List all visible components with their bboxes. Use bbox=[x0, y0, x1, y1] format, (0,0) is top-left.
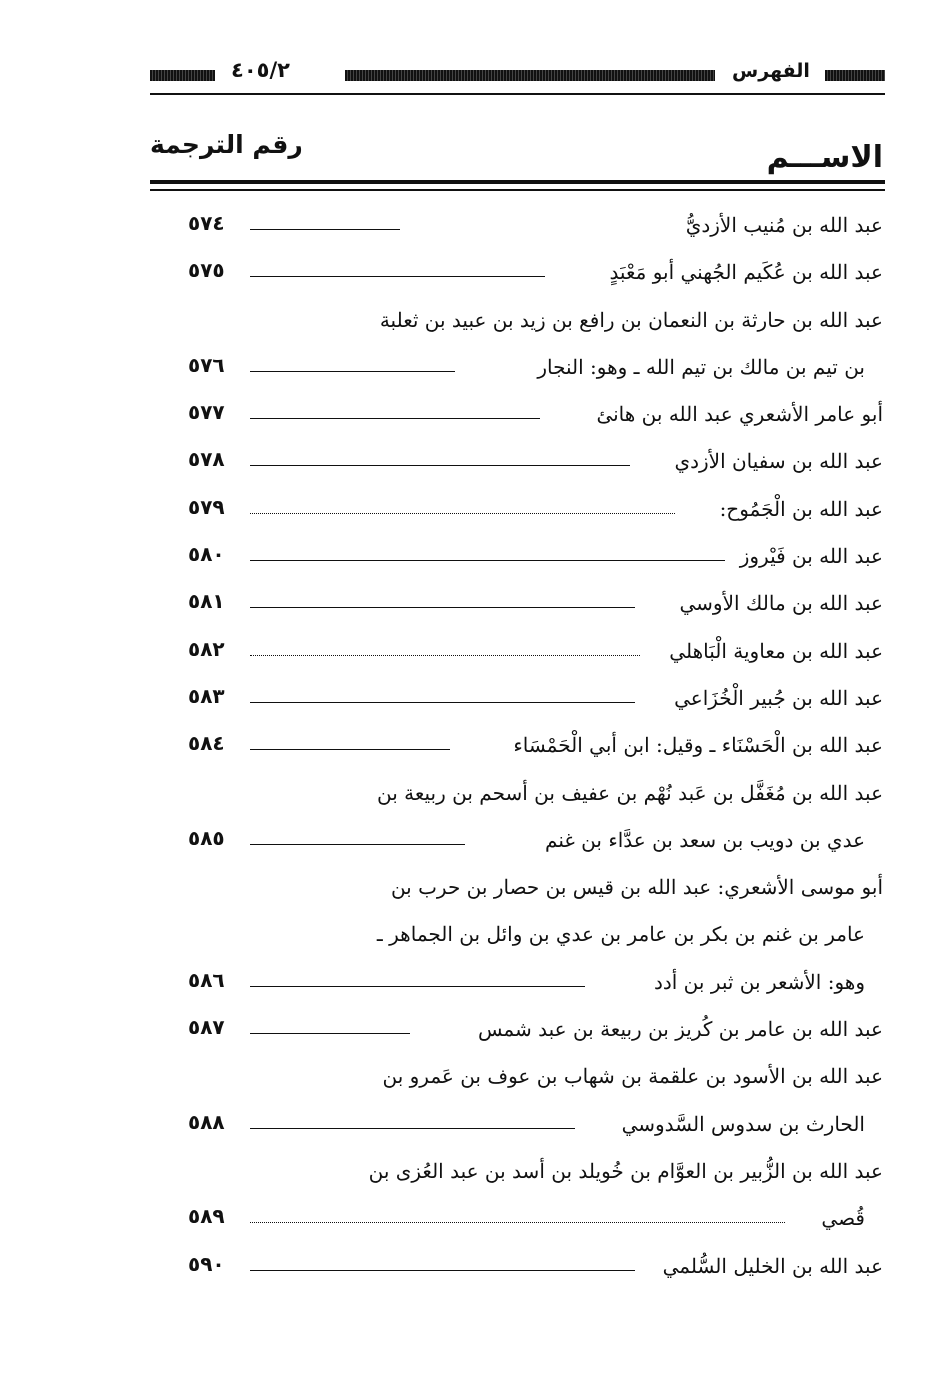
entry-name: عبد الله بن عامر بن كُريز بن ربيعة بن عبد شمس bbox=[477, 1017, 883, 1042]
entry-number: ٥٨٩ bbox=[188, 1204, 225, 1229]
entry-name: عدي بن دويب بن سعد بن عدَّاء بن غنم bbox=[545, 827, 865, 852]
entry-name: عبد الله بن عُكَيم الجُهني أبو مَعْبَدٍ bbox=[609, 260, 883, 285]
index-entry-line bbox=[148, 394, 883, 441]
entry-name: أبو موسى الأشعري: عبد الله بن قيس بن حصار بن حرب بن bbox=[390, 875, 883, 900]
leader-line bbox=[250, 1222, 785, 1223]
entry-number: ٥٨٢ bbox=[188, 636, 225, 661]
entry-name: قُصي bbox=[821, 1206, 865, 1231]
index-entry-line bbox=[148, 1056, 883, 1103]
index-entry-line bbox=[148, 820, 883, 867]
running-header-title: الفهرس bbox=[732, 60, 810, 82]
index-entry-line bbox=[148, 489, 883, 536]
leader-line bbox=[250, 607, 635, 608]
entry-name: عبد الله بن الْحَسْنَاء ـ وقيل: ابن أبي الْحَمْسَاء bbox=[513, 733, 883, 758]
heading-rule-thin bbox=[150, 189, 885, 191]
entry-number: ٥٧٥ bbox=[188, 258, 225, 283]
entry-number: ٥٨٠ bbox=[188, 542, 225, 567]
entry-name: عبد الله بن حارثة بن النعمان بن رافع بن زيد بن عبيد بن ثعلبة bbox=[379, 307, 883, 332]
entry-number: ٥٨٤ bbox=[188, 731, 225, 756]
leader-line bbox=[250, 513, 675, 514]
running-header bbox=[150, 60, 885, 92]
index-entry-line bbox=[148, 725, 883, 772]
index-entry-line bbox=[148, 631, 883, 678]
leader-line bbox=[250, 749, 450, 750]
index-entries bbox=[148, 205, 883, 1293]
entry-number: ٥٧٨ bbox=[188, 447, 225, 472]
header-ornament-bar bbox=[825, 70, 885, 81]
running-header-page-ref: ٤٠٥/٢ bbox=[231, 58, 290, 82]
entry-number: ٥٩٠ bbox=[188, 1251, 225, 1276]
entry-name: عامر بن غنم بن بكر بن عامر بن عدي بن وائل بن الجماهر ـ bbox=[376, 922, 865, 947]
entry-number: ٥٧٧ bbox=[188, 400, 225, 425]
index-entry-line bbox=[148, 205, 883, 252]
index-entry-line bbox=[148, 1246, 883, 1293]
entry-name: عبد الله بن معاوية الْبَاهلي bbox=[669, 638, 883, 663]
header-ornament-bar bbox=[345, 70, 715, 81]
index-entry-line bbox=[148, 773, 883, 820]
leader-line bbox=[250, 986, 585, 987]
entry-name: عبد الله بن سفيان الأزدي bbox=[674, 449, 883, 474]
entry-number: ٥٨٣ bbox=[188, 683, 225, 708]
leader-line bbox=[250, 229, 400, 230]
entry-name: عبد الله بن الْجَمُوح: bbox=[719, 496, 883, 521]
entry-name: عبد الله بن مُغَفَّل بن عَبد نُهْم بن عفيف بن أسحم بن ربيعة بن bbox=[377, 780, 883, 805]
index-entry-line bbox=[148, 1104, 883, 1151]
entry-number: ٥٧٩ bbox=[188, 494, 225, 519]
index-entry-line bbox=[148, 962, 883, 1009]
leader-line bbox=[250, 418, 540, 419]
leader-line bbox=[250, 465, 630, 466]
leader-line bbox=[250, 1270, 635, 1271]
entry-number: ٥٨٦ bbox=[188, 967, 225, 992]
entry-number: ٥٧٤ bbox=[188, 211, 225, 235]
entry-name: عبد الله بن الخليل السُّلمي bbox=[662, 1253, 883, 1278]
index-entry-line bbox=[148, 252, 883, 299]
leader-line bbox=[250, 844, 465, 845]
entry-name: عبد الله بن الأسود بن علقمة بن شهاب بن عوف بن عَمرو بن bbox=[382, 1064, 883, 1089]
entry-name: وهو: الأشعر بن ثبر بن أدد bbox=[653, 969, 865, 994]
entry-number: ٥٨١ bbox=[188, 589, 225, 614]
entry-number: ٥٧٦ bbox=[188, 352, 225, 377]
index-entry-line bbox=[148, 1151, 883, 1198]
entry-number: ٥٨٧ bbox=[188, 1015, 225, 1040]
index-entry-line bbox=[148, 867, 883, 914]
entry-name: عبد الله بن مُنيب الأزديُّ bbox=[685, 213, 883, 237]
leader-line bbox=[250, 371, 455, 372]
index-entry-line bbox=[148, 536, 883, 583]
entry-name: عبد الله بن جُبير الْخُزَاعي bbox=[674, 685, 883, 710]
leader-line bbox=[250, 560, 725, 561]
entry-name: عبد الله بن مالك الأوسي bbox=[679, 591, 883, 616]
entry-name: الحارث بن سدوس السَّدوسي bbox=[621, 1111, 865, 1136]
leader-line bbox=[250, 1128, 575, 1129]
column-heading-number: رقم الترجمة bbox=[150, 130, 303, 159]
leader-line bbox=[250, 1033, 410, 1034]
index-entry-line bbox=[148, 1198, 883, 1245]
header-ornament-bar bbox=[150, 70, 215, 81]
column-heading-name: الاســـم bbox=[766, 140, 883, 175]
index-entry-line bbox=[148, 678, 883, 725]
index-entry-line bbox=[148, 1009, 883, 1056]
index-entry-line bbox=[148, 347, 883, 394]
entry-number: ٥٨٨ bbox=[188, 1109, 225, 1134]
index-entry-line bbox=[148, 914, 883, 961]
leader-line bbox=[250, 702, 635, 703]
leader-line bbox=[250, 276, 545, 277]
entry-name: أبو عامر الأشعري عبد الله بن هانئ bbox=[596, 402, 883, 427]
entry-name: عبد الله بن الزُّبير بن العوَّام بن خُويلد بن أسد بن عبد العُزى بن bbox=[368, 1158, 883, 1183]
entry-number: ٥٨٥ bbox=[188, 825, 225, 850]
index-entry-line bbox=[148, 583, 883, 630]
heading-rule-thick bbox=[150, 180, 885, 184]
entry-name: عبد الله بن فَيْروز bbox=[739, 544, 883, 569]
header-rule bbox=[150, 93, 885, 95]
entry-name: بن تيم بن مالك بن تيم الله ـ وهو: النجار bbox=[537, 354, 865, 379]
leader-line bbox=[250, 655, 640, 656]
index-entry-line bbox=[148, 300, 883, 347]
index-entry-line bbox=[148, 441, 883, 488]
